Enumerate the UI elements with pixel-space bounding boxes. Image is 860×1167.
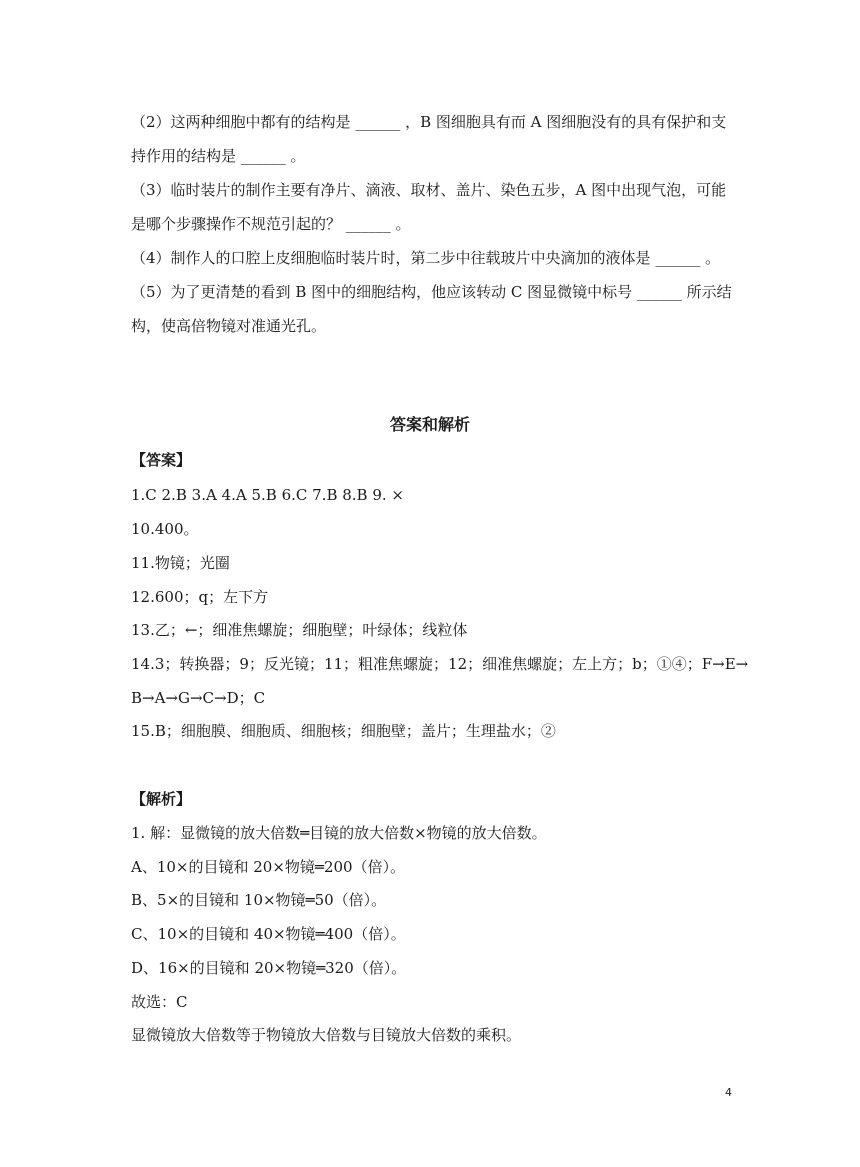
analysis-line: D、16×的目镜和 20×物镜═320（倍）。 [131,959,407,977]
question-line: （5）为了更清楚的看到 B 图中的细胞结构，他应该转动 C 图显微镜中标号 ______ 所示结 [131,283,732,301]
answer-line: 13.乙；←；细准焦螺旋；细胞壁；叶绿体；线粒体 [131,621,468,639]
section-title: 答案和解析 [389,415,470,434]
question-line: （4）制作人的口腔上皮细胞临时装片时，第二步中往载玻片中央滴加的液体是 ______ 。 [131,249,721,267]
question-line: （2）这两种细胞中都有的结构是 ______ ，B 图细胞具有而 A 图细胞没有的具有保护和支 [131,113,727,131]
analysis-line: 1. 解：显微镜的放大倍数═目镜的放大倍数×物镜的放大倍数。 [131,824,547,842]
question-line: 构，使高倍物镜对准通光孔。 [131,317,327,335]
page-number: 4 [725,1086,732,1099]
analysis-line: 显微镜放大倍数等于物镜放大倍数与目镜放大倍数的乘积。 [131,1026,522,1044]
analysis-heading: 【解析】 [131,790,192,808]
analysis-line: 故选：C [131,993,188,1011]
analysis-line: B、5×的目镜和 10×物镜═50（倍）。 [131,891,387,909]
answer-heading: 【答案】 [131,451,192,469]
answer-line: 12.600；q；左下方 [131,588,269,606]
answer-line: 14.3；转换器；9；反光镜；11；粗准焦螺旋；12；细准焦螺旋；左上方；b；①④；F→E→ [131,655,749,673]
answer-line: 10.400。 [131,520,199,538]
question-line: 持作用的结构是 ______ 。 [131,147,306,165]
answer-line: B→A→G→C→D；C [131,689,266,707]
question-line: 是哪个步骤操作不规范引起的？ ______ 。 [131,215,411,233]
answer-line: 1.C 2.B 3.A 4.A 5.B 6.C 7.B 8.B 9. × [131,486,404,504]
question-line: （3）临时装片的制作主要有净片、滴液、取材、盖片、染色五步，A 图中出现气泡，可能 [131,181,727,199]
analysis-line: A、10×的目镜和 20×物镜═200（倍）。 [131,858,406,876]
answer-line: 11.物镜；光圈 [131,554,230,572]
answer-line: 15.B；细胞膜、细胞质、细胞核；细胞壁；盖片；生理盐水；② [131,722,556,740]
analysis-line: C、10×的目镜和 40×物镜═400（倍）。 [131,925,406,943]
